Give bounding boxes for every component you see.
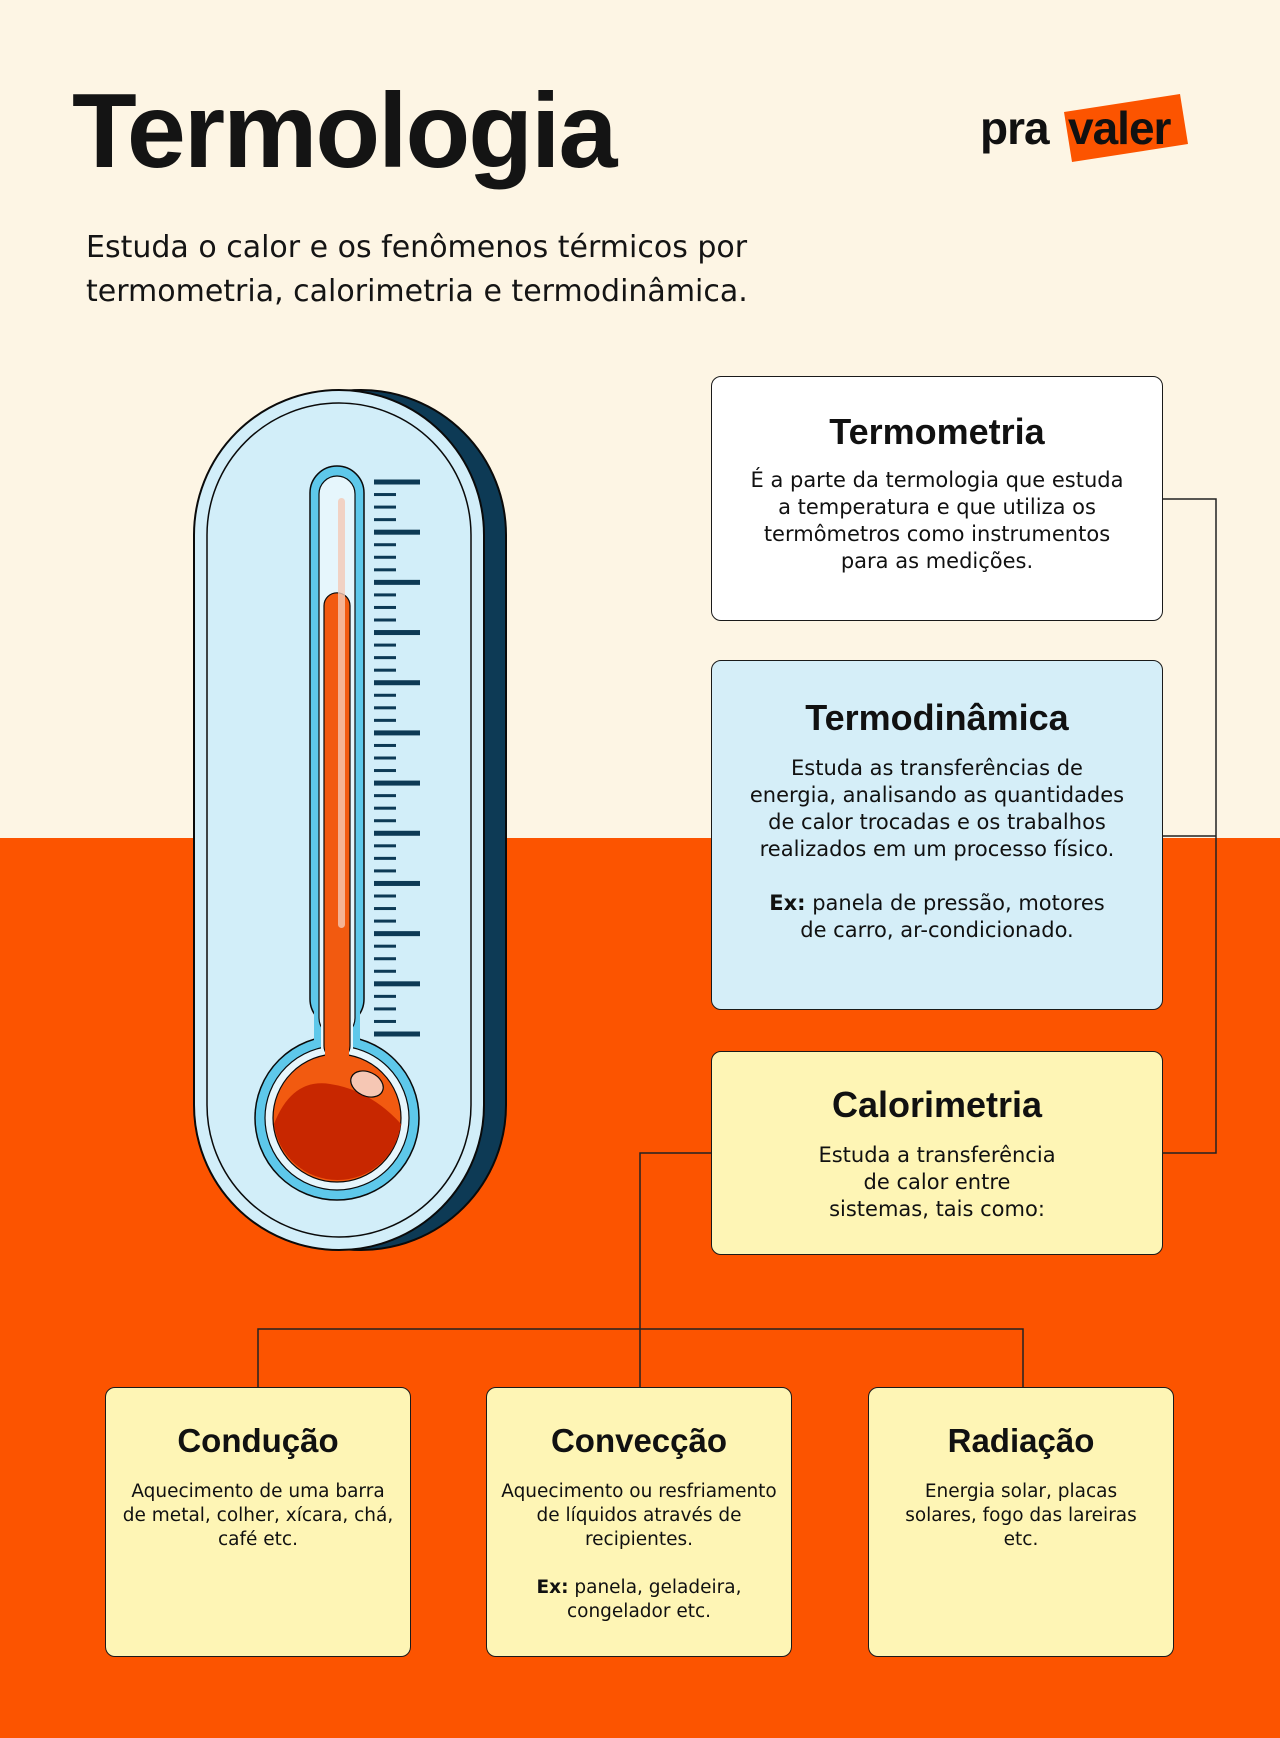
conveccao-example (487, 1576, 791, 1624)
scale-major-tick (374, 931, 420, 936)
scale-minor-tick (374, 606, 396, 609)
scale-major-tick (374, 530, 420, 535)
scale-minor-tick (374, 819, 396, 822)
radiacao-description: Energia solar, placas solares, fogo das lareiras etc. (905, 1481, 1137, 1550)
scale-minor-tick (374, 970, 396, 973)
termodinamica-example-text: panela de pressão, motores de carro, ar-condicionado. (800, 891, 1105, 942)
scale-minor-tick (374, 656, 396, 659)
scale-major-tick (374, 630, 420, 635)
conveccao-box (486, 1387, 792, 1657)
scale-major-tick (374, 831, 420, 836)
scale-minor-tick (374, 493, 396, 496)
calorimetria-description: Estuda a transferência de calor entre sistemas, tais como: (818, 1143, 1056, 1221)
scale-minor-tick (374, 568, 396, 571)
scale-major-tick (374, 680, 420, 685)
scale-major-tick (374, 480, 420, 485)
conveccao-title: Convecção (550, 1422, 728, 1459)
radiacao-box (868, 1387, 1174, 1657)
termodinamica-example-label: Ex: (769, 891, 806, 915)
scale-major-tick (374, 881, 420, 886)
scale-minor-tick (374, 506, 396, 509)
termodinamica-box (711, 660, 1163, 1010)
tube-highlight (338, 498, 345, 928)
termodinamica-example (712, 890, 1162, 944)
calorimetria-box (711, 1051, 1163, 1255)
scale-major-tick (374, 1032, 420, 1037)
logo-text-part2: valer (1068, 102, 1171, 154)
scale-minor-tick (374, 694, 396, 697)
page-title: Termologia (72, 72, 616, 190)
scale-minor-tick (374, 669, 396, 672)
scale-minor-tick (374, 744, 396, 747)
scale-minor-tick (374, 844, 396, 847)
thermometer-illustration (190, 384, 520, 1254)
scale-minor-tick (374, 593, 396, 596)
scale-minor-tick (374, 706, 396, 709)
scale-minor-tick (374, 857, 396, 860)
termometria-title: Termometria (829, 411, 1045, 452)
logo-text-part1: pra (980, 102, 1049, 154)
scale-major-tick (374, 580, 420, 585)
scale-minor-tick (374, 869, 396, 872)
scale-minor-tick (374, 719, 396, 722)
scale-minor-tick (374, 907, 396, 910)
scale-minor-tick (374, 807, 396, 810)
conducao-description: Aquecimento de uma barra de metal, colher, xícara, chá, café etc. (122, 1481, 394, 1550)
mercury-column (324, 593, 350, 1059)
scale-minor-tick (374, 1020, 396, 1023)
scale-minor-tick (374, 543, 396, 546)
conducao-box (105, 1387, 411, 1657)
scale-major-tick (374, 981, 420, 986)
scale-minor-tick (374, 556, 396, 559)
termodinamica-description: Estuda as transferências de energia, analisando as quantidades de calor trocadas e os trabalhos realizados em um processo físico. (749, 756, 1125, 861)
conveccao-description: Aquecimento ou resfriamento de líquidos através de recipientes. (501, 1481, 777, 1550)
scale-minor-tick (374, 957, 396, 960)
calorimetria-title: Calorimetria (831, 1084, 1043, 1125)
scale-minor-tick (374, 895, 396, 898)
scale-minor-tick (374, 644, 396, 647)
scale-minor-tick (374, 619, 396, 622)
pravaler-logo (978, 94, 1188, 174)
scale-minor-tick (374, 757, 396, 760)
scale-minor-tick (374, 518, 396, 521)
radiacao-title: Radiação (947, 1422, 1095, 1459)
termometria-box (711, 376, 1163, 621)
page-subtitle: Estuda o calor e os fenômenos térmicos por termometria, calorimetria e termodinâmica. (86, 230, 748, 309)
scale-minor-tick (374, 1007, 396, 1010)
scale-major-tick (374, 781, 420, 786)
termodinamica-title: Termodinâmica (805, 697, 1069, 738)
scale-major-tick (374, 730, 420, 735)
conducao-title: Condução (177, 1422, 339, 1459)
conveccao-example-text: panela, geladeira, congelador etc. (566, 1577, 742, 1622)
scale-minor-tick (374, 995, 396, 998)
scale-minor-tick (374, 920, 396, 923)
scale-minor-tick (374, 794, 396, 797)
conveccao-example-label: Ex: (536, 1577, 569, 1598)
scale-minor-tick (374, 769, 396, 772)
termometria-description: É a parte da termologia que estuda a temperatura e que utiliza os termômetros como instrumentos para as medições. (750, 468, 1124, 573)
scale-minor-tick (374, 945, 396, 948)
